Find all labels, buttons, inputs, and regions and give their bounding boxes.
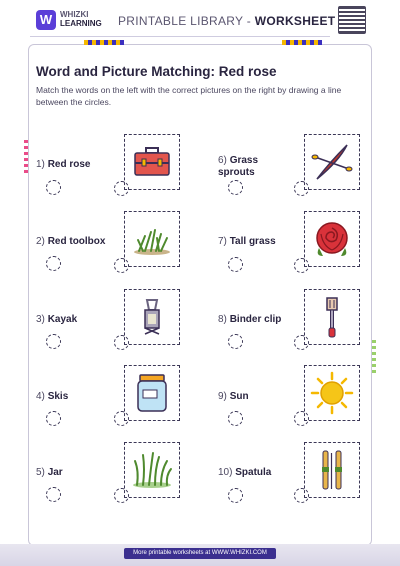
binder-clip-icon	[129, 294, 175, 340]
word-item: 7) Tall grass	[218, 236, 276, 247]
picture-box	[124, 442, 180, 498]
brand-line-1: WHIZKI	[60, 10, 89, 19]
picture-box	[124, 289, 180, 345]
match-circle[interactable]	[46, 487, 61, 502]
word-item: 6) Grass sprouts	[218, 155, 259, 178]
word-item: 10) Spatula	[218, 467, 272, 478]
header-title-strong: WORKSHEET	[254, 14, 336, 28]
side-decoration	[24, 140, 28, 174]
match-circle[interactable]	[294, 335, 309, 350]
match-circle[interactable]	[294, 411, 309, 426]
worksheet-instructions: Match the words on the left with the correct pictures on the right by drawing a line between the circles.	[36, 85, 342, 107]
word-item: 3) Kayak	[36, 314, 78, 325]
match-circle[interactable]	[228, 334, 243, 349]
match-circle[interactable]	[294, 181, 309, 196]
match-circle[interactable]	[114, 488, 129, 503]
kayak-icon	[309, 139, 355, 185]
side-decoration	[372, 340, 376, 374]
match-circle[interactable]	[294, 488, 309, 503]
match-circle[interactable]	[114, 258, 129, 273]
decorative-stripe	[282, 40, 322, 45]
match-circle[interactable]	[228, 180, 243, 195]
skis-icon	[309, 447, 355, 493]
match-circle[interactable]	[114, 335, 129, 350]
whizki-logo: W	[36, 10, 56, 30]
match-circle[interactable]	[46, 256, 61, 271]
toolbox-icon	[129, 139, 175, 185]
spatula-icon	[309, 294, 355, 340]
brand-name	[60, 10, 102, 28]
match-circle[interactable]	[228, 488, 243, 503]
match-circle[interactable]	[114, 411, 129, 426]
decorative-stripe	[84, 40, 124, 45]
word-item: 5) Jar	[36, 467, 63, 478]
match-circle[interactable]	[114, 181, 129, 196]
picture-box	[124, 134, 180, 190]
match-circle[interactable]	[228, 257, 243, 272]
word-item: 2) Red toolbox	[36, 236, 106, 247]
match-circle[interactable]	[46, 334, 61, 349]
match-circle[interactable]	[46, 180, 61, 195]
word-item: 8) Binder clip	[218, 314, 282, 325]
red-rose-icon	[309, 216, 355, 262]
footer-link[interactable]: More printable worksheets at WWW.WHIZKI.COM	[124, 548, 276, 559]
word-item: 9) Sun	[218, 391, 249, 402]
picture-box	[304, 211, 360, 267]
match-circle[interactable]	[294, 258, 309, 273]
picture-box	[124, 365, 180, 421]
picture-box	[304, 289, 360, 345]
brand-line-2: LEARNING	[60, 19, 102, 28]
word-item: 4) Skis	[36, 391, 69, 402]
match-circle[interactable]	[46, 411, 61, 426]
picture-box	[304, 365, 360, 421]
picture-box	[304, 134, 360, 190]
qr-code-icon	[338, 6, 366, 34]
tall-grass-icon	[129, 447, 175, 493]
match-circle[interactable]	[228, 411, 243, 426]
grass-sprouts-icon	[129, 216, 175, 262]
sun-icon	[309, 370, 355, 416]
header	[0, 0, 400, 44]
header-title	[118, 14, 335, 28]
worksheet-title: Word and Picture Matching: Red rose	[36, 64, 277, 79]
header-title-prefix: PRINTABLE LIBRARY -	[118, 14, 255, 28]
jar-icon	[129, 370, 175, 416]
picture-box	[304, 442, 360, 498]
word-item: 1) Red rose	[36, 159, 91, 170]
picture-box	[124, 211, 180, 267]
header-divider	[30, 36, 330, 37]
